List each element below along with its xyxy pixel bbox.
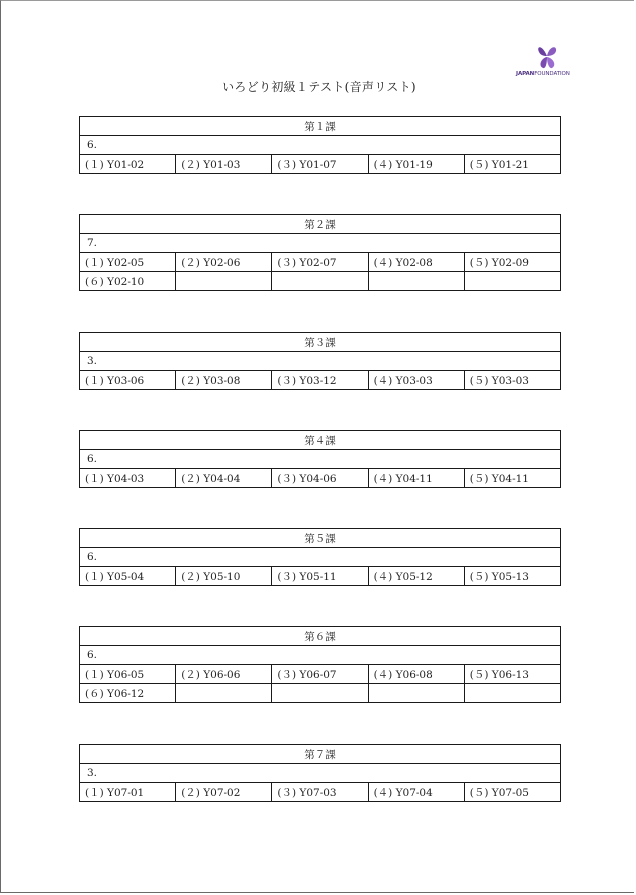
audio-item: (１) Y05-04 xyxy=(80,567,176,586)
audio-item: (５) Y07-05 xyxy=(464,783,560,802)
empty-cell xyxy=(176,272,272,291)
audio-item: (６) Y06-12 xyxy=(80,684,176,703)
audio-item: (３) Y02-07 xyxy=(272,253,368,272)
logo-wordmark-thin: FOUNDATION xyxy=(534,71,570,77)
audio-item: (２) Y06-06 xyxy=(176,665,272,684)
empty-cell xyxy=(272,272,368,291)
audio-item: (１) Y01-02 xyxy=(80,155,176,174)
japan-foundation-logo xyxy=(516,42,570,82)
lesson-heading: 第７課 xyxy=(80,745,561,764)
lesson-table xyxy=(79,528,561,586)
question-number: 6. xyxy=(80,646,561,665)
logo-wordmark xyxy=(516,71,570,77)
audio-item: (４) Y03-03 xyxy=(368,371,464,390)
audio-item: (３) Y05-11 xyxy=(272,567,368,586)
lesson-heading: 第３課 xyxy=(80,333,561,352)
audio-item: (４) Y06-08 xyxy=(368,665,464,684)
document-title: いろどり初級１テスト(音声リスト) xyxy=(222,80,416,94)
audio-item: (２) Y03-08 xyxy=(176,371,272,390)
audio-item: (２) Y07-02 xyxy=(176,783,272,802)
lesson-table xyxy=(79,116,561,174)
question-number: 6. xyxy=(80,450,561,469)
question-number: 7. xyxy=(80,234,561,253)
question-number: 6. xyxy=(80,548,561,567)
empty-cell xyxy=(368,272,464,291)
lesson-heading: 第５課 xyxy=(80,529,561,548)
empty-cell xyxy=(464,684,560,703)
lesson-table xyxy=(79,744,561,802)
audio-items-row xyxy=(80,253,561,272)
audio-item: (４) Y01-19 xyxy=(368,155,464,174)
audio-item: (５) Y06-13 xyxy=(464,665,560,684)
audio-items-row xyxy=(80,155,561,174)
empty-cell xyxy=(368,684,464,703)
lesson-heading: 第４課 xyxy=(80,431,561,450)
audio-item: (６) Y02-10 xyxy=(80,272,176,291)
audio-item: (４) Y04-11 xyxy=(368,469,464,488)
audio-item: (５) Y01-21 xyxy=(464,155,560,174)
audio-item: (２) Y02-06 xyxy=(176,253,272,272)
audio-item: (４) Y02-08 xyxy=(368,253,464,272)
question-number: 3. xyxy=(80,764,561,783)
question-number: 6. xyxy=(80,136,561,155)
audio-item: (１) Y06-05 xyxy=(80,665,176,684)
lesson-table xyxy=(79,332,561,390)
audio-item: (５) Y05-13 xyxy=(464,567,560,586)
audio-item: (３) Y04-06 xyxy=(272,469,368,488)
audio-item: (１) Y04-03 xyxy=(80,469,176,488)
empty-cell xyxy=(272,684,368,703)
audio-item: (３) Y03-12 xyxy=(272,371,368,390)
empty-cell xyxy=(176,684,272,703)
audio-item: (５) Y03-03 xyxy=(464,371,560,390)
audio-item: (２) Y04-04 xyxy=(176,469,272,488)
lesson-heading: 第２課 xyxy=(80,215,561,234)
audio-items-row xyxy=(80,665,561,684)
audio-item: (１) Y07-01 xyxy=(80,783,176,802)
audio-item: (３) Y06-07 xyxy=(272,665,368,684)
lesson-table xyxy=(79,430,561,488)
audio-item: (１) Y02-05 xyxy=(80,253,176,272)
audio-items-row xyxy=(80,783,561,802)
audio-item: (２) Y01-03 xyxy=(176,155,272,174)
lesson-heading: 第６課 xyxy=(80,627,561,646)
audio-item: (１) Y03-06 xyxy=(80,371,176,390)
audio-items-row xyxy=(80,469,561,488)
lesson-table xyxy=(79,626,561,703)
audio-item: (３) Y07-03 xyxy=(272,783,368,802)
empty-cell xyxy=(464,272,560,291)
audio-items-row xyxy=(80,272,561,291)
audio-item: (４) Y07-04 xyxy=(368,783,464,802)
audio-item: (２) Y05-10 xyxy=(176,567,272,586)
lesson-heading: 第１課 xyxy=(80,117,561,136)
audio-item: (４) Y05-12 xyxy=(368,567,464,586)
audio-items-row xyxy=(80,567,561,586)
butterfly-logo-icon xyxy=(536,42,558,72)
logo-wordmark-bold: JAPAN xyxy=(516,71,535,77)
audio-item: (５) Y02-09 xyxy=(464,253,560,272)
audio-item: (５) Y04-11 xyxy=(464,469,560,488)
audio-items-row xyxy=(80,371,561,390)
lesson-table xyxy=(79,214,561,291)
audio-items-row xyxy=(80,684,561,703)
question-number: 3. xyxy=(80,352,561,371)
audio-item: (３) Y01-07 xyxy=(272,155,368,174)
